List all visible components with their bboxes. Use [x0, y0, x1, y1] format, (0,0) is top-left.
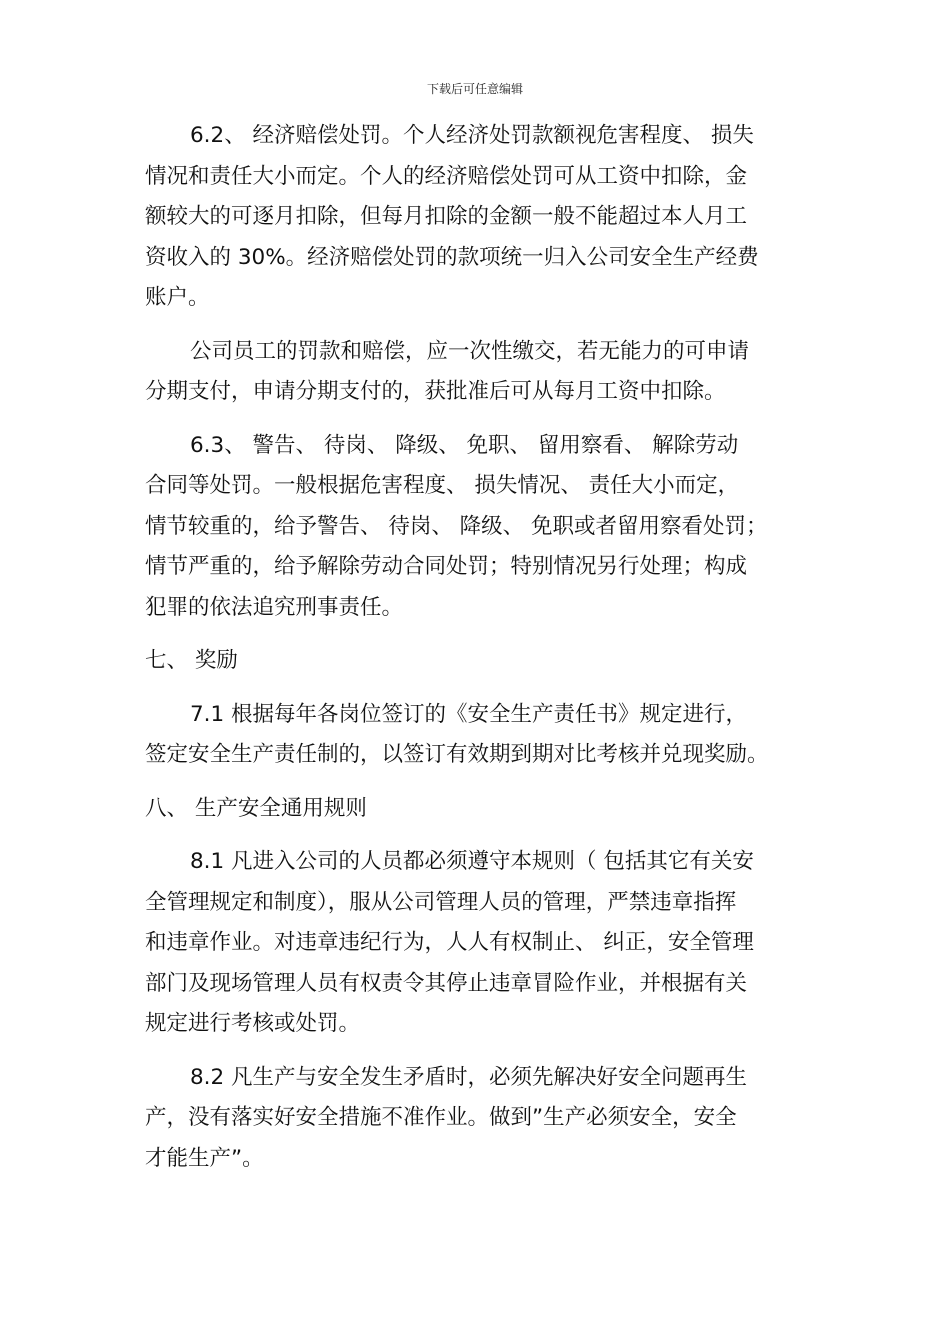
- text-line: 分期支付，申请分期支付的，获批准后可从每月工资中扣除。: [145, 379, 726, 404]
- text-line: 产，没有落实好安全措施不准作业。做到”生产必须安全，安全: [145, 1105, 737, 1130]
- document-body: [145, 116, 810, 1179]
- text-line: 情节较重的，给予警告、 待岗、 降级、 免职或者留用察看处罚；: [145, 513, 768, 539]
- section-heading-8: [145, 789, 810, 830]
- paragraph-6-2: [145, 116, 810, 319]
- paragraph-6-3: [145, 426, 810, 629]
- text-line: 犯罪的依法追究刑事责任。: [145, 594, 404, 620]
- text-line: 8.1 凡进入公司的人员都必须遵守本规则（ 包括其它有关安: [190, 849, 754, 874]
- text-line: 8.2 凡生产与安全发生矛盾时，必须先解决好安全问题再生: [190, 1064, 748, 1090]
- section-heading-7: [145, 641, 810, 682]
- heading-text: 七、 奖励: [145, 648, 238, 673]
- text-line: 签定安全生产责任制的，以签订有效期到期对比考核并兑现奖励。: [145, 742, 769, 767]
- text-line: 和违章作业。对违章违纪行为，人人有权制止、 纠正，安全管理: [145, 930, 754, 955]
- text-line: 6.2、 经济赔偿处罚。个人经济处罚款额视危害程度、 损失: [190, 123, 754, 148]
- text-line: 才能生产”。: [145, 1145, 264, 1171]
- text-line: 全管理规定和制度），服从公司管理人员的管理，严禁违章指挥: [145, 889, 737, 915]
- text-line: 情况和责任大小而定。个人的经济赔偿处罚可从工资中扣除，金: [145, 163, 748, 189]
- heading-text: 八、 生产安全通用规则: [145, 795, 367, 821]
- text-line: 额较大的可逐月扣除，但每月扣除的金额一般不能超过本人月工: [145, 204, 748, 229]
- page-header: 下载后可任意编辑: [426, 82, 523, 96]
- text-line: 账户。: [145, 285, 210, 310]
- text-line: 合同等处罚。一般根据危害程度、 损失情况、 责任大小而定，: [145, 473, 740, 498]
- paragraph-8-2: [145, 1058, 810, 1180]
- text-line: 6.3、 警告、 待岗、 降级、 免职、 留用察看、 解除劳动: [190, 432, 739, 458]
- text-line: 资收入的 30%。经济赔偿处罚的款项统一归入公司安全生产经费: [145, 244, 759, 270]
- text-line: 7.1 根据每年各岗位签订的《安全生产责任书》规定进行，: [190, 701, 748, 727]
- text-line: 部门及现场管理人员有权责令其停止违章冒险作业，并根据有关: [145, 970, 748, 996]
- text-line: 情节严重的，给予解除劳动合同处罚；特别情况另行处理；构成: [145, 554, 748, 579]
- paragraph-8-1: [145, 842, 810, 1045]
- text-line: 公司员工的罚款和赔偿，应一次性缴交，若无能力的可申请: [190, 338, 750, 364]
- text-line: 规定进行考核或处罚。: [145, 1011, 361, 1036]
- paragraph-fines-payment: [145, 332, 810, 413]
- paragraph-7-1: [145, 695, 810, 776]
